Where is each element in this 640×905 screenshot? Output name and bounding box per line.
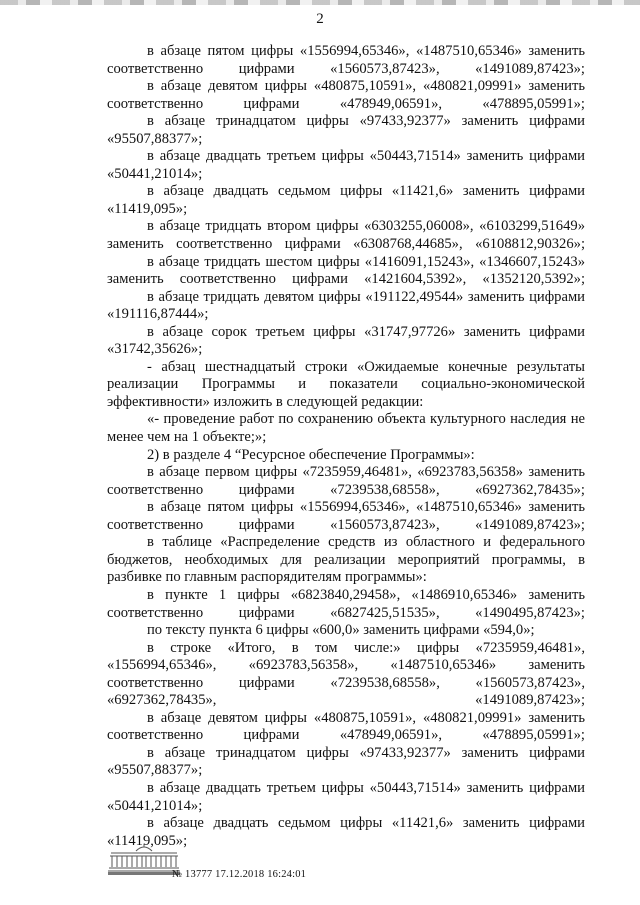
document-body — [107, 43, 585, 850]
paragraph: в абзаце девятом цифры «480875,10591», «480821,09991» заменить соответственно цифрами «478949,06591», «478895,05991»; — [107, 709, 585, 744]
paragraph: - абзац шестнадцатый строки «Ожидаемые конечные результаты реализации Программы и показатели социально-экономической эффективности» изложить в следующей редакции: — [107, 358, 585, 410]
paragraph: в строке «Итого, в том числе:» цифры «7235959,46481», «1556994,65346», «6923783,56358», «1487510,65346» заменить соответственно цифрами «7239538,68558», «1560573,87423», «6927362,78435», «1491089,87423»; — [107, 639, 585, 709]
paragraph: в абзаце тридцать девятом цифры «191122,49544» заменить цифрами «191116,87444»; — [107, 288, 585, 323]
paragraph: в абзаце тринадцатом цифры «97433,92377» заменить цифрами «95507,88377»; — [107, 113, 585, 147]
paragraph: в абзаце двадцать седьмом цифры «11421,6» заменить цифрами «11419,095»; — [107, 815, 585, 849]
paragraph: в таблице «Распределение средств из областного и федерального бюджетов, необходимых для реализации мероприятий программы, в разбивке по главным распорядителям программы»: — [107, 534, 585, 586]
paragraph: по тексту пункта 6 цифры «600,0» заменить цифрами «594,0»; — [147, 622, 535, 639]
paragraph: в абзаце тридцать шестом цифры «1416091,15243», «1346607,15243» заменить соответственно цифрами «1421604,5392», «1352120,5392»; — [107, 253, 585, 288]
paragraph: в абзаце двадцать седьмом цифры «11421,6» заменить цифрами «11419,095»; — [107, 183, 585, 217]
paragraph: в абзаце первом цифры «7235959,46481», «6923783,56358» заменить соответственно цифрами «7239538,68558», «6927362,78435»; — [107, 464, 585, 498]
paragraph: «- проведение работ по сохранению объекта культурного наследия не менее чем на 1 объекте;»; — [107, 411, 585, 446]
paragraph: в абзаце двадцать третьем цифры «50443,71514» заменить цифрами «50441,21014»; — [107, 779, 585, 814]
paragraph: в пункте 1 цифры «6823840,29458», «1486910,65346» заменить соответственно цифрами «6827425,51535», «1490495,87423»; — [107, 586, 585, 621]
paragraph: в абзаце тридцать втором цифры «6303255,06008», «6103299,51649» заменить соответственно цифрами «6308768,44685», «6108812,90326»; — [107, 218, 585, 253]
document-footer — [106, 842, 526, 892]
paragraph: в абзаце пятом цифры «1556994,65346», «1487510,65346» заменить соответственно цифрами «1560573,87423», «1491089,87423»; — [107, 499, 585, 533]
paragraph: в абзаце тринадцатом цифры «97433,92377» заменить цифрами «95507,88377»; — [107, 744, 585, 779]
paragraph: в абзаце пятом цифры «1556994,65346», «1487510,65346» заменить соответственно цифрами «1560573,87423», «1491089,87423»; — [107, 43, 585, 77]
page-number: 2 — [316, 11, 324, 27]
paragraph: в абзаце двадцать третьем цифры «50443,71514» заменить цифрами «50441,21014»; — [107, 148, 585, 182]
scan-edge-artifact — [0, 0, 640, 5]
paragraph: в абзаце сорок третьем цифры «31747,97726» заменить цифрами «31742,35626»; — [107, 323, 585, 358]
government-building-seal-icon — [106, 842, 182, 876]
registration-stamp: № 13777 17.12.2018 16:24:01 — [172, 869, 307, 880]
paragraph: в абзаце девятом цифры «480875,10591», «480821,09991» заменить соответственно цифрами «478949,06591», «478895,05991»; — [107, 78, 585, 112]
section-heading-paragraph: 2) в разделе 4 “Ресурсное обеспечение Программы»: — [147, 446, 475, 463]
